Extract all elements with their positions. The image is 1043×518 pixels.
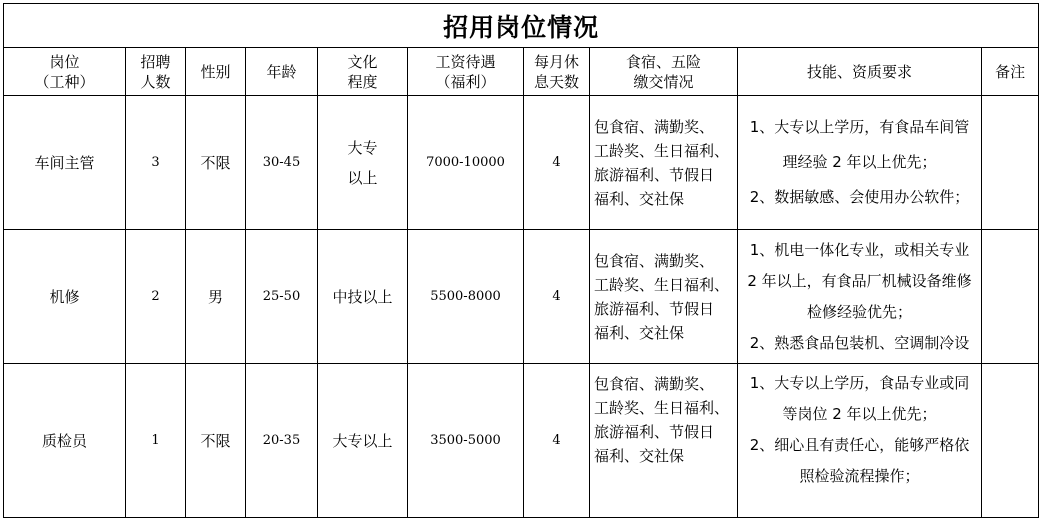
- cell-notes: [982, 96, 1039, 230]
- cell-gender: 不限: [186, 96, 246, 230]
- header-rest-days: 每月休 息天数: [524, 48, 590, 96]
- cell-notes: [982, 230, 1039, 364]
- table-title: 招用岗位情况: [4, 4, 1039, 48]
- header-gender: 性别: [186, 48, 246, 96]
- cell-welfare: 包食宿、满勤奖、 工龄奖、生日福利、 旅游福利、节假日 福利、交社保: [590, 96, 738, 230]
- header-count: 招聘 人数: [126, 48, 186, 96]
- header-age: 年龄: [246, 48, 318, 96]
- cell-welfare: 包食宿、满勤奖、 工龄奖、生日福利、 旅游福利、节假日 福利、交社保: [590, 364, 738, 518]
- cell-count: 2: [126, 230, 186, 364]
- cell-age: 25-50: [246, 230, 318, 364]
- cell-requirements: 1、大专以上学历，有食品车间管 理经验 2 年以上优先； 2、数据敏感、会使用办公软件；: [738, 96, 982, 230]
- cell-position: 机修: [4, 230, 126, 364]
- cell-position: 质检员: [4, 364, 126, 518]
- cell-age: 20-35: [246, 364, 318, 518]
- cell-rest-days: 4: [524, 230, 590, 364]
- table-row: [4, 96, 1039, 230]
- cell-education: 大专 以上: [318, 96, 408, 230]
- cell-salary: 7000-10000: [408, 96, 524, 230]
- cell-salary: 3500-5000: [408, 364, 524, 518]
- cell-salary: 5500-8000: [408, 230, 524, 364]
- recruitment-table: [3, 3, 1039, 518]
- cell-requirements: 1、大专以上学历，食品专业或同 等岗位 2 年以上优先； 2、细心且有责任心，能够严格依 照检验流程操作；: [738, 364, 982, 518]
- cell-education: 中技以上: [318, 230, 408, 364]
- cell-requirements: 1、机电一体化专业，或相关专业 2 年以上，有食品厂机械设备维修 检修经验优先； 2、熟悉食品包装机、空调制冷设: [738, 230, 982, 364]
- header-notes: 备注: [982, 48, 1039, 96]
- cell-age: 30-45: [246, 96, 318, 230]
- header-row: [4, 48, 1039, 96]
- header-salary: 工资待遇 （福利）: [408, 48, 524, 96]
- header-requirements: 技能、资质要求: [738, 48, 982, 96]
- cell-gender: 男: [186, 230, 246, 364]
- table-row: [4, 230, 1039, 364]
- cell-rest-days: 4: [524, 96, 590, 230]
- cell-count: 3: [126, 96, 186, 230]
- table-row: [4, 364, 1039, 518]
- cell-gender: 不限: [186, 364, 246, 518]
- cell-rest-days: 4: [524, 364, 590, 518]
- cell-welfare: 包食宿、满勤奖、 工龄奖、生日福利、 旅游福利、节假日 福利、交社保: [590, 230, 738, 364]
- cell-education: 大专以上: [318, 364, 408, 518]
- cell-count: 1: [126, 364, 186, 518]
- cell-position: 车间主管: [4, 96, 126, 230]
- header-welfare: 食宿、五险 缴交情况: [590, 48, 738, 96]
- cell-notes: [982, 364, 1039, 518]
- header-position: 岗位 （工种）: [4, 48, 126, 96]
- header-education: 文化 程度: [318, 48, 408, 96]
